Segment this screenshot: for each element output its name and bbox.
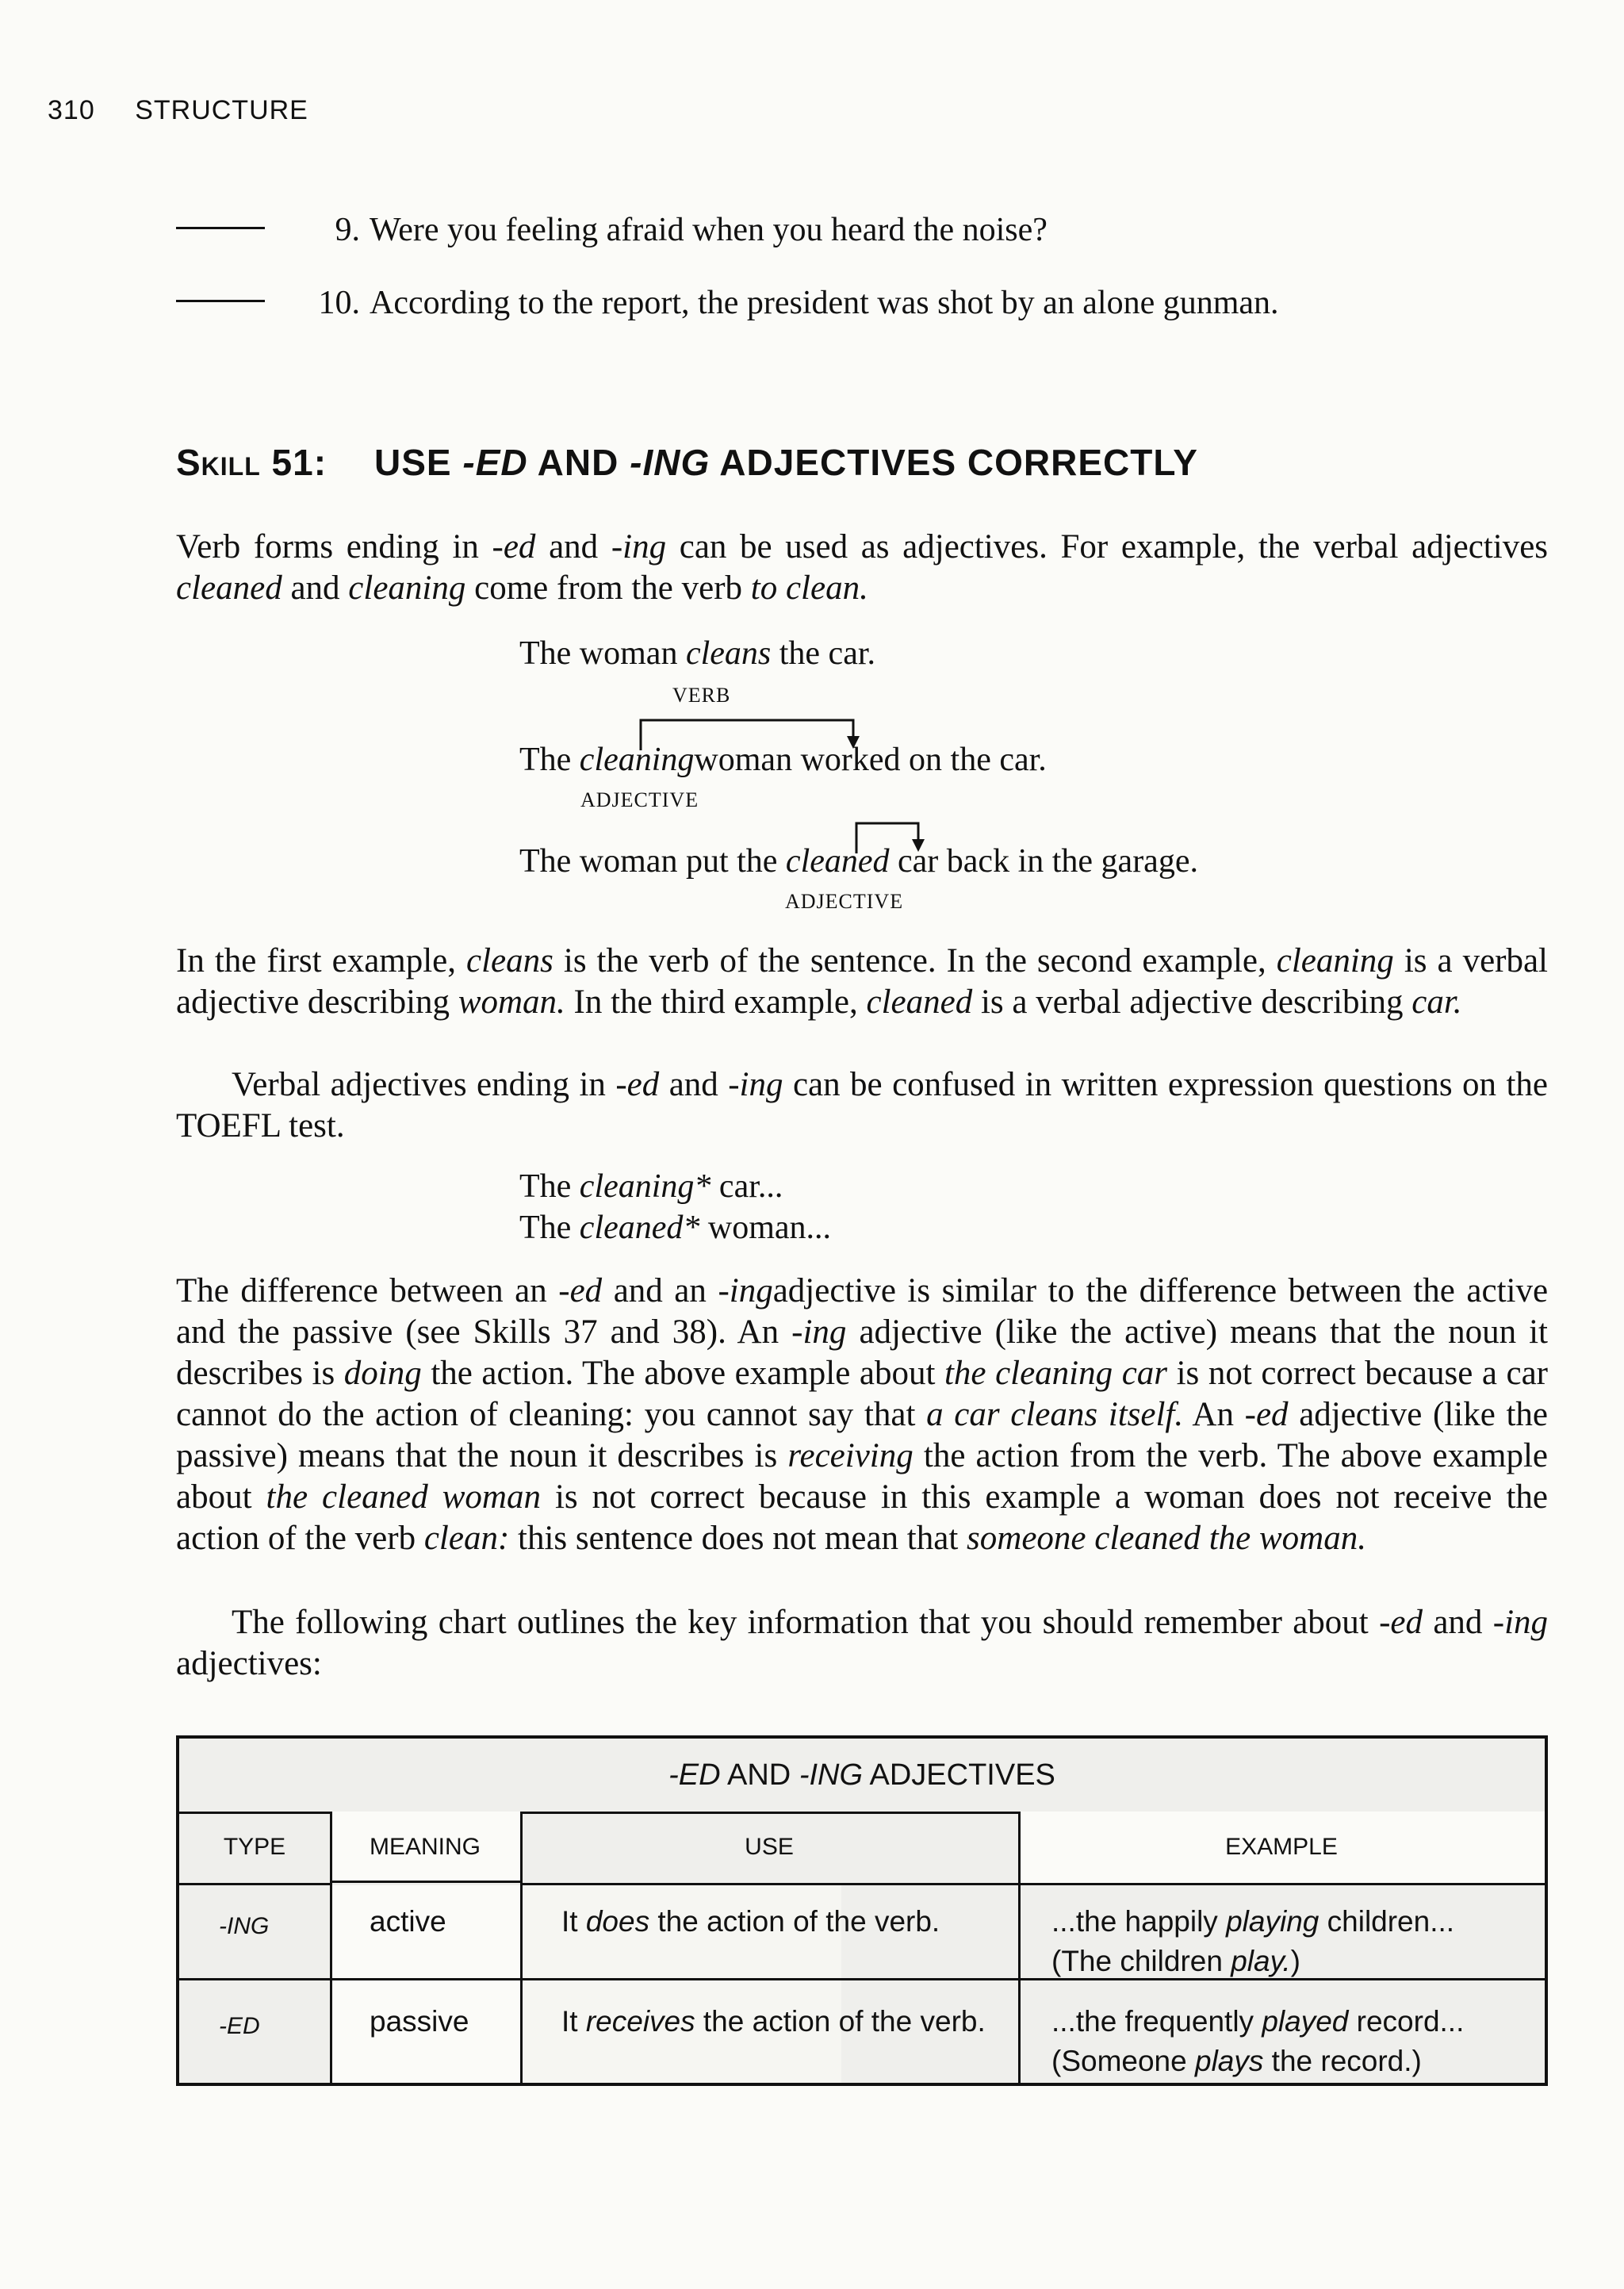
table-title: -ED AND -ING ADJECTIVES (179, 1739, 1545, 1814)
example-sentence-1: The woman cleans the car. (519, 635, 876, 672)
skill-heading (176, 441, 1198, 484)
example-sentence-3: The woman put the cleaned car back in the garage. (519, 843, 1198, 880)
example-sentence-2: The cleaningwoman worked on the car. (519, 742, 1047, 778)
explanation-paragraph: The following chart outlines the key information that you should remember about -ed and -ing adjectives: (176, 1604, 1549, 1682)
incorrect-example: The cleaned* woman... (519, 1210, 832, 1246)
page-header (48, 95, 308, 126)
example-cell: ...the frequently played record... (Someone plays the record.) (1051, 2005, 1465, 2077)
exercise-text: Were you feeling afraid when you heard the noise? (370, 212, 1048, 248)
answer-blank (176, 300, 265, 302)
skill-title-ing: -ING (630, 442, 710, 483)
section-title: STRUCTURE (135, 95, 308, 125)
type-cell: -ED (219, 2013, 260, 2039)
column-header: MEANING (330, 1812, 520, 1883)
adjective-label: ADJECTIVE (580, 788, 699, 811)
adjective-label: ADJECTIVE (785, 890, 904, 913)
page-number: 310 (48, 95, 95, 125)
skill-title-part: USE (374, 442, 463, 483)
type-cell: -ING (219, 1913, 270, 1939)
verb-label: VERB (672, 684, 731, 707)
exercise-number: 10. (318, 285, 360, 321)
example-cell: ...the happily playing children... (The children play.) (1051, 1905, 1455, 1977)
skill-title-part: AND (527, 442, 630, 483)
exercise-item (176, 284, 1279, 322)
column-header: TYPE (179, 1812, 330, 1885)
exercise-item (176, 211, 1048, 249)
column-header: USE (520, 1812, 1018, 1885)
skill-title-ed: -ED (462, 442, 528, 483)
use-cell: It does the action of the verb. (561, 1905, 940, 1938)
explanation-paragraph: The difference between an -ed and an -ingadjective is similar to the difference between the active and the passive (see Skills 37 and 38). An -ing adjective (like the active) means that the noun it describes is doing the action. The above example about the cleaning car is not correct because a car cannot do the action of cleaning: you cannot say that a car cleans itself. An -ed adjective (like the passive) means that the noun it describes is receiving the action from the verb. The above example about the cleaned woman is not correct because in this example a woman does not receive the action of the verb clean: this sentence does not mean that someone cleaned the woman. (176, 1272, 1549, 1557)
exercise-text: According to the report, the president was shot by an alone gunman. (370, 285, 1279, 321)
exercise-number: 9. (335, 212, 360, 248)
meaning-cell: passive (370, 2005, 469, 2038)
intro-paragraph: Verb forms ending in -ed and -ing can be used as adjectives. For example, the verbal adjectives cleaned and cleaning come from the verb to clean. (176, 528, 1549, 607)
answer-blank (176, 227, 265, 229)
adjectives-chart-table (176, 1735, 1548, 2086)
skill-title-part: ADJECTIVES CORRECTLY (710, 442, 1198, 483)
use-cell: It receives the action of the verb. (561, 2005, 986, 2038)
meaning-cell: active (370, 1905, 446, 1938)
explanation-paragraph: Verbal adjectives ending in -ed and -ing can be confused in written expression questions on the TOEFL test. (176, 1066, 1549, 1144)
skill-label: Skill 51: (176, 442, 327, 483)
incorrect-example: The cleaning* car... (519, 1168, 783, 1205)
explanation-paragraph: In the first example, cleans is the verb of the sentence. In the second example, cleaning is a verbal adjective describing woman. In the third example, cleaned is a verbal adjective describing car. (176, 942, 1549, 1021)
column-header: EXAMPLE (1018, 1812, 1545, 1885)
